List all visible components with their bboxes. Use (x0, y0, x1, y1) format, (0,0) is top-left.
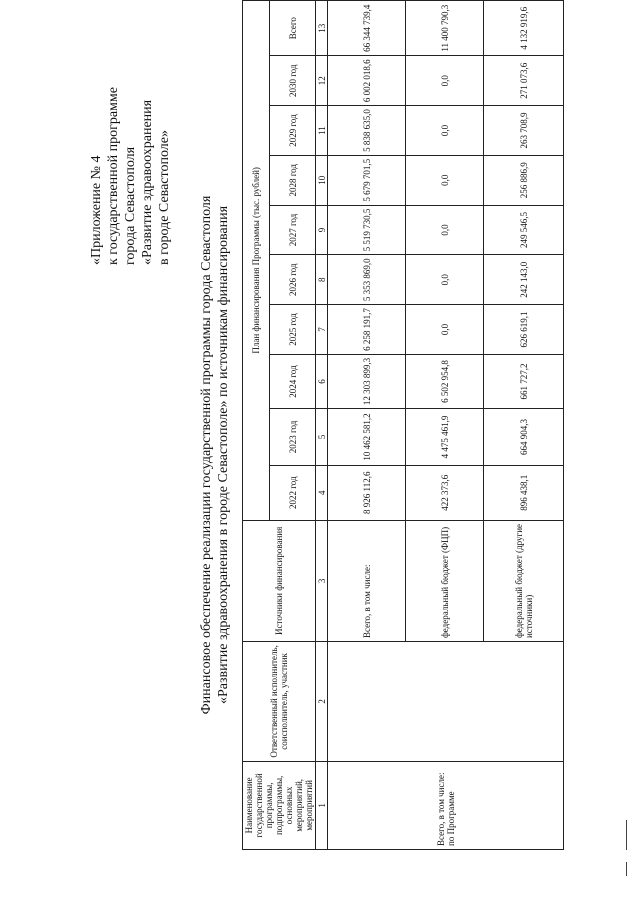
appendix-line: к государственной программе (106, 87, 121, 265)
header-year: 2023 год (270, 409, 316, 466)
header-year: 2025 год (270, 305, 316, 355)
value-cell: 263 708,9 (484, 106, 564, 156)
scan-mark (626, 862, 627, 876)
total-cell: 4 132 919,6 (484, 1, 564, 56)
value-cell: 0,0 (406, 56, 484, 106)
column-number: 3 (316, 520, 328, 641)
value-cell: 12 303 899,3 (328, 354, 406, 408)
total-cell: 11 400 790,3 (406, 1, 484, 56)
column-number: 13 (316, 1, 328, 56)
value-cell: 896 438,1 (484, 465, 564, 520)
appendix-line: «Развитие здравоохранения (140, 99, 155, 265)
total-cell: 66 344 739,4 (328, 1, 406, 56)
value-cell: 0,0 (406, 155, 484, 205)
appendix-header (88, 15, 173, 265)
scan-mark (626, 820, 627, 850)
value-cell: 10 462 581,2 (328, 409, 406, 466)
appendix-line: города Севастополя (123, 146, 138, 265)
value-cell: 6 002 018,6 (328, 56, 406, 106)
title-line-1: Финансовое обеспечение реализации государственной программы города Севастополя (199, 195, 214, 715)
value-cell: 256 886,9 (484, 155, 564, 205)
header-year: 2024 год (270, 354, 316, 408)
value-cell: 0,0 (406, 255, 484, 305)
source-cell: Всего, в том числе: (328, 520, 406, 641)
column-number: 9 (316, 205, 328, 255)
column-number: 5 (316, 409, 328, 466)
value-cell: 626 619,1 (484, 305, 564, 355)
value-cell: 661 727,2 (484, 354, 564, 408)
financing-table (242, 0, 564, 850)
value-cell: 6 502 954,8 (406, 354, 484, 408)
value-cell: 664 904,3 (484, 409, 564, 466)
column-number-row (316, 1, 328, 850)
column-number: 10 (316, 155, 328, 205)
header-plan: План финансирования Программы (тыс. рублей) (243, 1, 270, 521)
program-name-cell: Всего, в том числе: по Программе (328, 761, 564, 849)
header-total: Всего (270, 1, 316, 56)
header-year: 2027 год (270, 205, 316, 255)
title-line-2: «Развитие здравоохранения в городе Севастополе» по источникам финансирования (216, 205, 231, 705)
value-cell: 422 373,6 (406, 465, 484, 520)
column-number: 11 (316, 106, 328, 156)
header-source: Источники финансирования (243, 520, 316, 641)
source-cell: федеральный бюджет (ФЦП) (406, 520, 484, 641)
table-row (328, 1, 406, 850)
value-cell: 0,0 (406, 106, 484, 156)
value-cell: 0,0 (406, 205, 484, 255)
value-cell: 242 143,0 (484, 255, 564, 305)
document-title (198, 145, 232, 765)
column-number: 7 (316, 305, 328, 355)
value-cell: 5 519 730,5 (328, 205, 406, 255)
value-cell: 249 546,5 (484, 205, 564, 255)
value-cell: 4 475 461,9 (406, 409, 484, 466)
header-year: 2030 год (270, 56, 316, 106)
appendix-line: в городе Севастополе» (157, 130, 172, 265)
appendix-line: «Приложение № 4 (89, 155, 104, 265)
header-year: 2022 год (270, 465, 316, 520)
executor-cell (328, 642, 564, 762)
value-cell: 6 258 191,7 (328, 305, 406, 355)
header-row-1 (243, 1, 270, 850)
column-number: 8 (316, 255, 328, 305)
value-cell: 5 353 869,0 (328, 255, 406, 305)
column-number: 12 (316, 56, 328, 106)
value-cell: 5 838 635,0 (328, 106, 406, 156)
column-number: 2 (316, 642, 328, 762)
value-cell: 8 926 112,6 (328, 465, 406, 520)
column-number: 1 (316, 761, 328, 849)
value-cell: 271 073,6 (484, 56, 564, 106)
column-number: 4 (316, 465, 328, 520)
value-cell: 0,0 (406, 305, 484, 355)
header-year: 2028 год (270, 155, 316, 205)
header-program-name: Наименование государственной программы, подпрограммы, основных мероприятий, мероприятий (243, 761, 316, 849)
source-cell: федеральный бюджет (другие источники) (484, 520, 564, 641)
value-cell: 5 679 701,5 (328, 155, 406, 205)
column-number: 6 (316, 354, 328, 408)
header-executor: Ответственный исполнитель, соисполнитель, участник (243, 642, 316, 762)
header-year: 2029 год (270, 106, 316, 156)
header-year: 2026 год (270, 255, 316, 305)
